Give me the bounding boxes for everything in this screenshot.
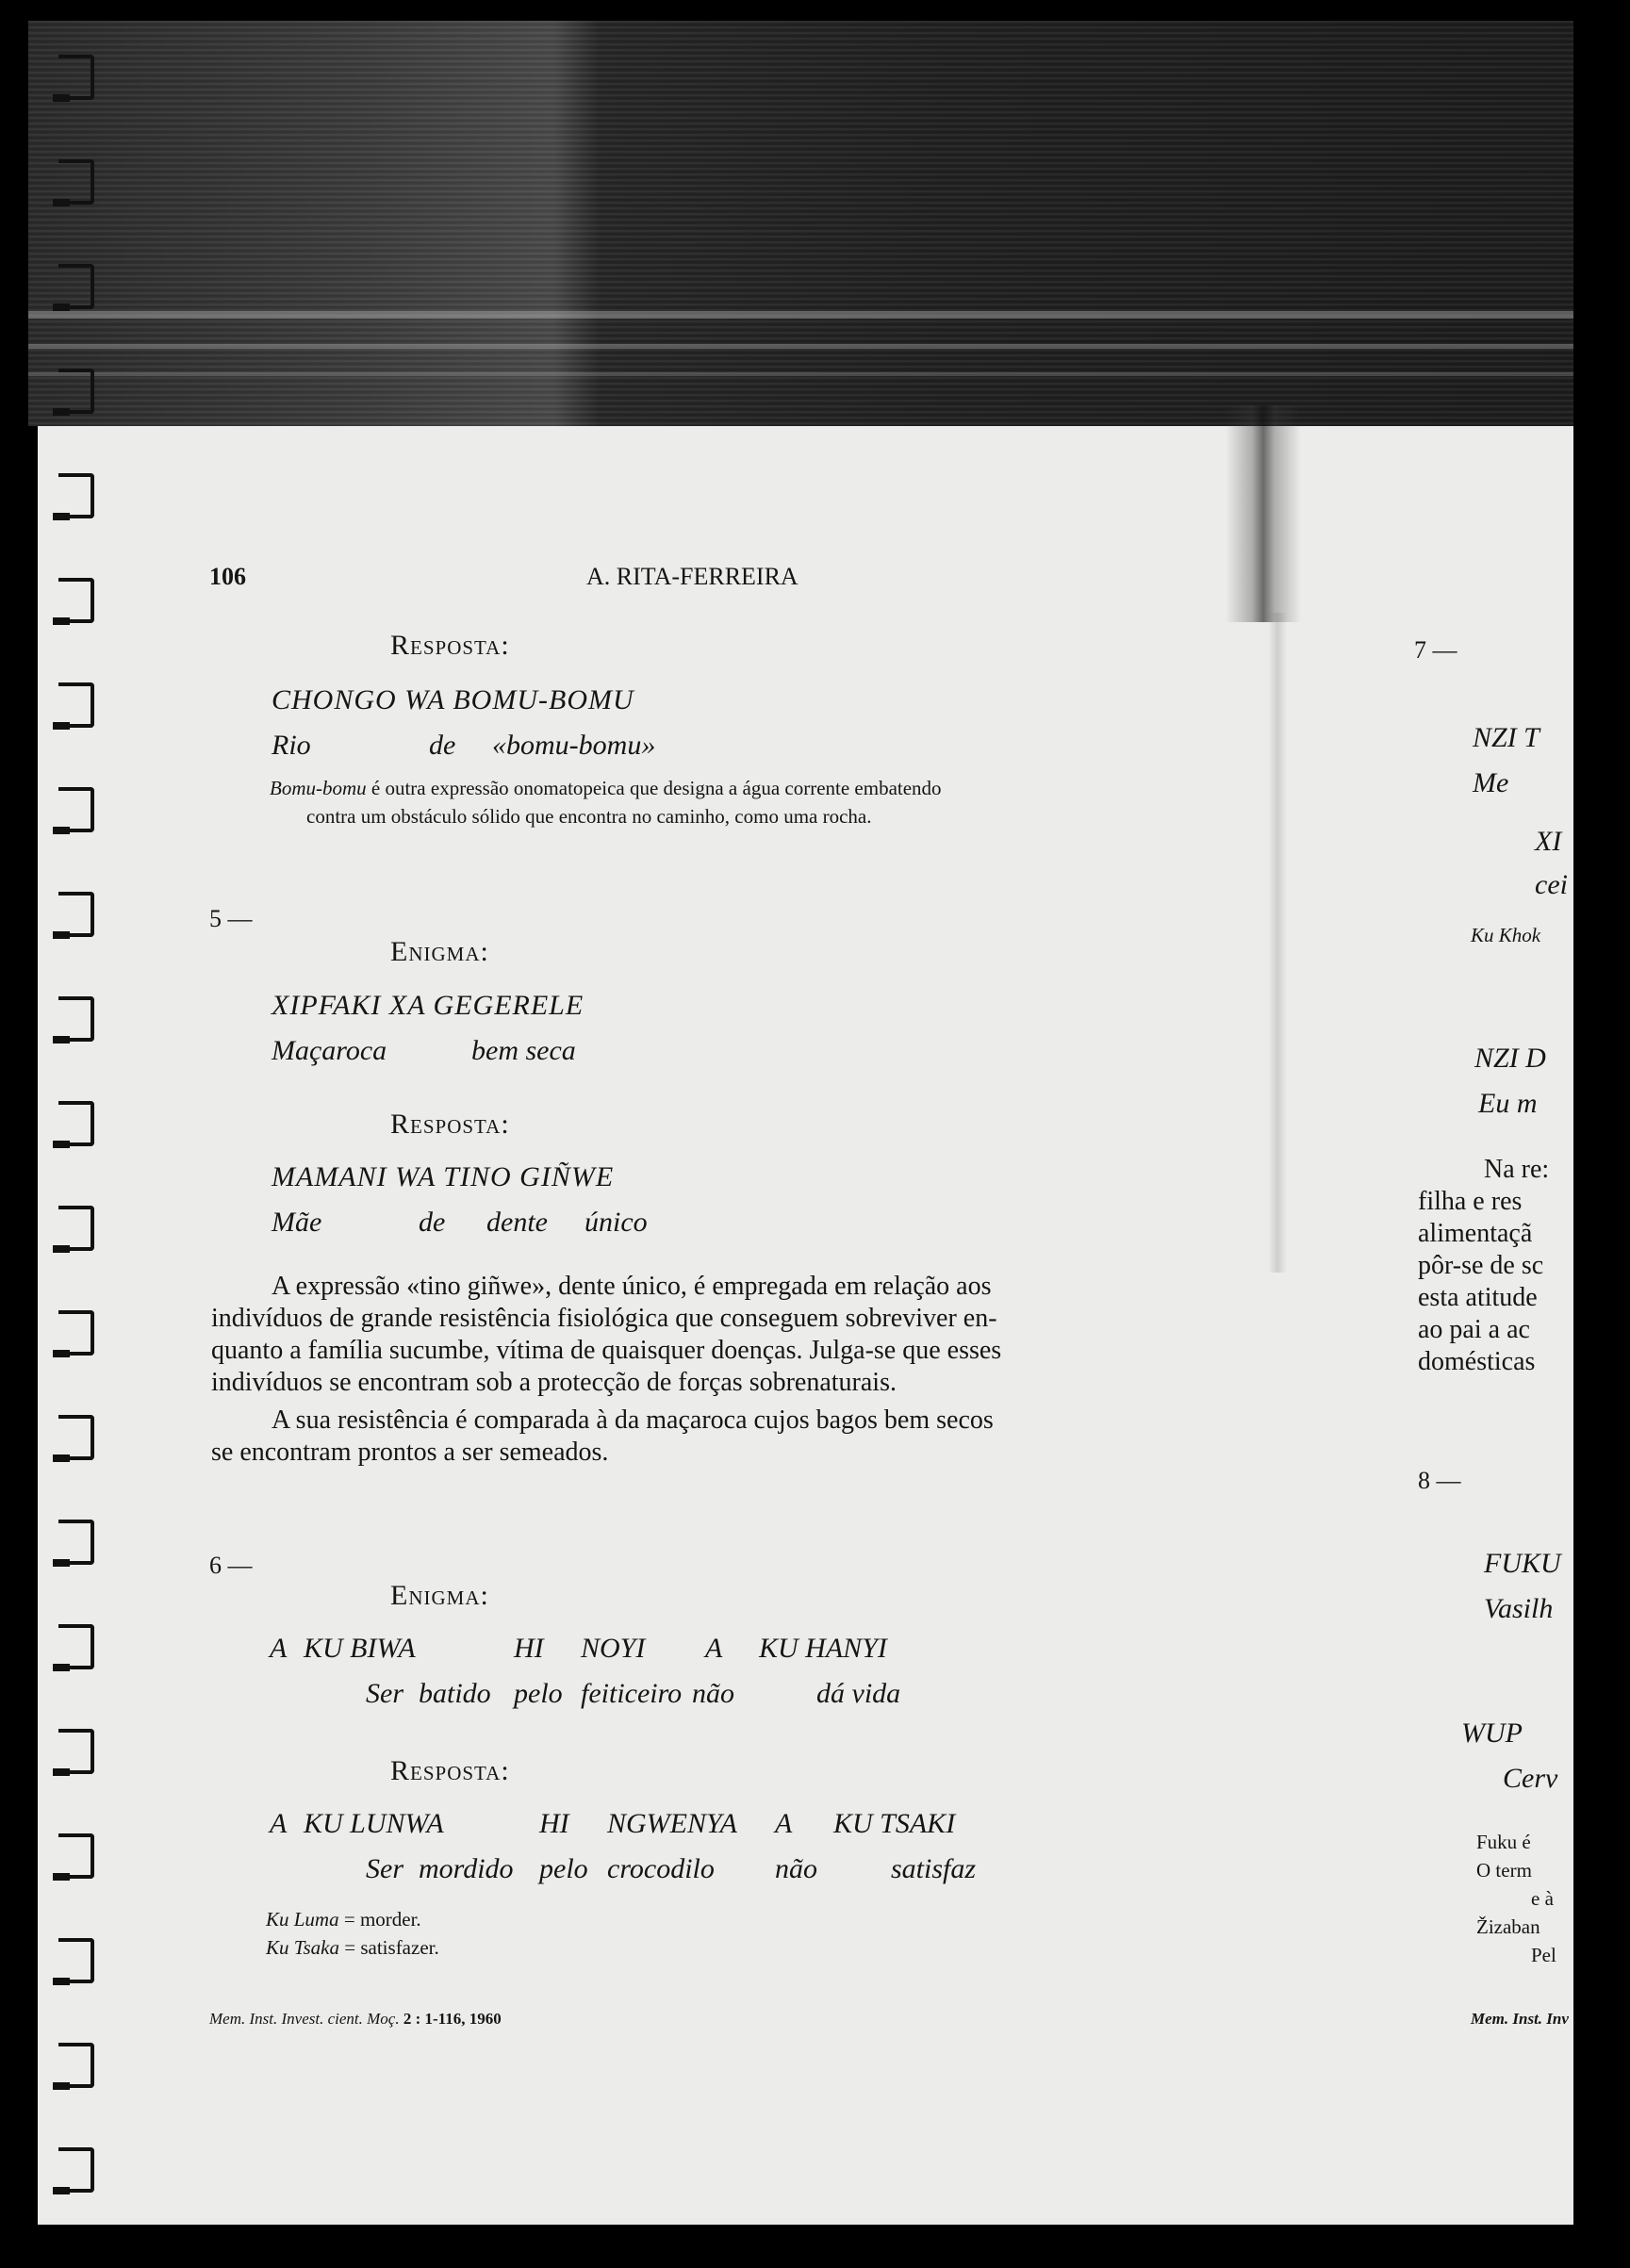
binding-ring	[58, 1206, 94, 1251]
riddle-label: Enigma:	[390, 1580, 489, 1611]
paragraph-line: se encontram prontos a ser semeados.	[211, 1438, 609, 1467]
gloss-word: feiticeiro	[581, 1678, 683, 1709]
adjacent-footer: Mem. Inst. Inv	[1471, 2010, 1569, 2028]
scan-streak	[28, 372, 1573, 376]
footnote-line: Bomu-bomu é outra expressão onomatopeica que designa a água corrente embatendo	[270, 777, 942, 799]
riddle-phrase: XIPFAKI XA GEGERELE	[272, 990, 584, 1021]
paragraph-line: quanto a família sucumbe, vítima de quaisquer doenças. Julga-se que esses	[211, 1336, 1002, 1365]
answer-word: KU LUNWA	[304, 1808, 444, 1839]
adjacent-text: O term	[1476, 1859, 1532, 1882]
scan-streak	[28, 344, 1573, 349]
gloss-word: bem seca	[471, 1035, 576, 1066]
gloss-word: Maçaroca	[272, 1035, 387, 1066]
binding-ring	[58, 996, 94, 1042]
riddle-word: KU HANYI	[759, 1633, 887, 1664]
scan-streak	[28, 311, 1573, 319]
binding-ring	[58, 159, 94, 205]
adjacent-text: XI	[1535, 826, 1562, 857]
binding-ring	[58, 2147, 94, 2193]
gloss-word: de	[429, 730, 456, 761]
gloss-word: dá vida	[816, 1678, 901, 1709]
binding-ring	[58, 1520, 94, 1565]
answer-label: Resposta:	[390, 1109, 510, 1140]
binding-ring	[58, 1833, 94, 1879]
adjacent-text: NZI T	[1473, 722, 1539, 753]
binding-ring	[58, 1729, 94, 1774]
page-number: 106	[209, 563, 246, 590]
binding-ring	[58, 2043, 94, 2088]
binding-ring	[58, 1624, 94, 1669]
riddle-word: A	[705, 1633, 723, 1664]
binding-ring	[58, 892, 94, 937]
gloss-word: não	[775, 1853, 817, 1884]
adjacent-text: esta atitude	[1418, 1283, 1538, 1312]
paragraph-line: indivíduos se encontram sob a protecção de forças sobrenaturais.	[211, 1368, 897, 1397]
binding-ring	[58, 473, 94, 518]
adjacent-text: NZI D	[1474, 1043, 1546, 1074]
paragraph-line: A expressão «tino giñwe», dente único, é empregada em relação aos	[272, 1272, 992, 1301]
adjacent-text: ao pai a ac	[1418, 1315, 1530, 1344]
footnote-line: contra um obstáculo sólido que encontra no caminho, como uma rocha.	[306, 805, 872, 828]
riddle-word: KU BIWA	[304, 1633, 416, 1664]
adjacent-text: alimentaçã	[1418, 1219, 1533, 1248]
adjacent-text: domésticas	[1418, 1347, 1536, 1376]
adjacent-text: Ku Khok	[1471, 924, 1541, 946]
gloss-word: crocodilo	[607, 1853, 715, 1884]
answer-label: Resposta:	[390, 630, 510, 661]
binding-ring	[58, 1415, 94, 1460]
binding-ring	[58, 787, 94, 832]
binding-ring	[58, 682, 94, 728]
entry-number: 6 —	[209, 1552, 253, 1579]
footnote-line: Ku Tsaka = satisfazer.	[266, 1936, 439, 1959]
adjacent-text: cei	[1535, 869, 1568, 900]
binding-ring	[58, 578, 94, 623]
paragraph-line: indivíduos de grande resistência fisiológica que conseguem sobreviver en-	[211, 1304, 997, 1333]
riddle-word: NOYI	[581, 1633, 646, 1664]
answer-word: A	[270, 1808, 288, 1839]
gloss-word: Ser	[366, 1678, 403, 1709]
answer-phrase: CHONGO WA BOMU-BOMU	[272, 684, 634, 715]
gloss-word: Rio	[272, 730, 311, 761]
answer-phrase: MAMANI WA TINO GIÑWE	[272, 1161, 615, 1192]
running-title: A. RITA-FERREIRA	[586, 563, 799, 590]
binding-ring	[58, 369, 94, 414]
adjacent-text: Eu m	[1478, 1088, 1538, 1119]
gloss-word: não	[692, 1678, 734, 1709]
footer-citation: Mem. Inst. Invest. cient. Moç. 2 : 1-116, 1960	[209, 2010, 502, 2028]
gloss-word: único	[584, 1207, 648, 1238]
answer-label: Resposta:	[390, 1755, 510, 1786]
adjacent-text: FUKU	[1484, 1548, 1561, 1579]
riddle-word: HI	[514, 1633, 544, 1664]
gloss-word: mordido	[419, 1853, 514, 1884]
paragraph-line: A sua resistência é comparada à da maçaroca cujos bagos bem secos	[272, 1405, 994, 1435]
gloss-word: Mãe	[272, 1207, 322, 1238]
page-fold-shadow	[1268, 613, 1287, 1273]
scan-dark-band	[28, 21, 1573, 426]
entry-number: 5 —	[209, 905, 253, 932]
footnote-line: Ku Luma = morder.	[266, 1908, 421, 1931]
gloss-word: «bomu-bomu»	[492, 730, 656, 761]
gloss-word: batido	[419, 1678, 491, 1709]
gloss-word: Ser	[366, 1853, 403, 1884]
adjacent-entry-number: 8 —	[1418, 1467, 1461, 1494]
adjacent-text: WUP	[1461, 1717, 1523, 1749]
adjacent-text: Fuku é	[1476, 1831, 1531, 1853]
adjacent-text: Cerv	[1503, 1763, 1558, 1794]
binding-ring	[58, 1310, 94, 1356]
binding-ring	[58, 1101, 94, 1146]
page-fold-shadow	[1226, 405, 1301, 622]
riddle-label: Enigma:	[390, 936, 489, 967]
adjacent-text: Me	[1473, 767, 1509, 798]
adjacent-text: Pel	[1531, 1944, 1556, 1966]
gloss-word: pelo	[539, 1853, 588, 1884]
binding-ring	[58, 55, 94, 100]
answer-word: HI	[539, 1808, 569, 1839]
answer-word: A	[775, 1808, 793, 1839]
gloss-word: dente	[486, 1207, 548, 1238]
gloss-word: satisfaz	[891, 1853, 977, 1884]
adjacent-text: Žizaban	[1476, 1915, 1540, 1938]
gloss-word: de	[419, 1207, 446, 1238]
adjacent-text: Na re:	[1484, 1155, 1550, 1184]
gloss-word: pelo	[514, 1678, 563, 1709]
answer-word: KU TSAKI	[833, 1808, 956, 1839]
answer-word: NGWENYA	[607, 1808, 737, 1839]
adjacent-text: pôr-se de sc	[1418, 1251, 1544, 1280]
adjacent-text: filha e res	[1418, 1187, 1523, 1216]
adjacent-text: Vasilh	[1484, 1593, 1554, 1624]
binding-ring	[58, 1938, 94, 1983]
adjacent-text: e à	[1531, 1887, 1554, 1910]
riddle-word: A	[270, 1633, 288, 1664]
binding-ring	[58, 264, 94, 309]
adjacent-entry-number: 7 —	[1414, 636, 1457, 664]
